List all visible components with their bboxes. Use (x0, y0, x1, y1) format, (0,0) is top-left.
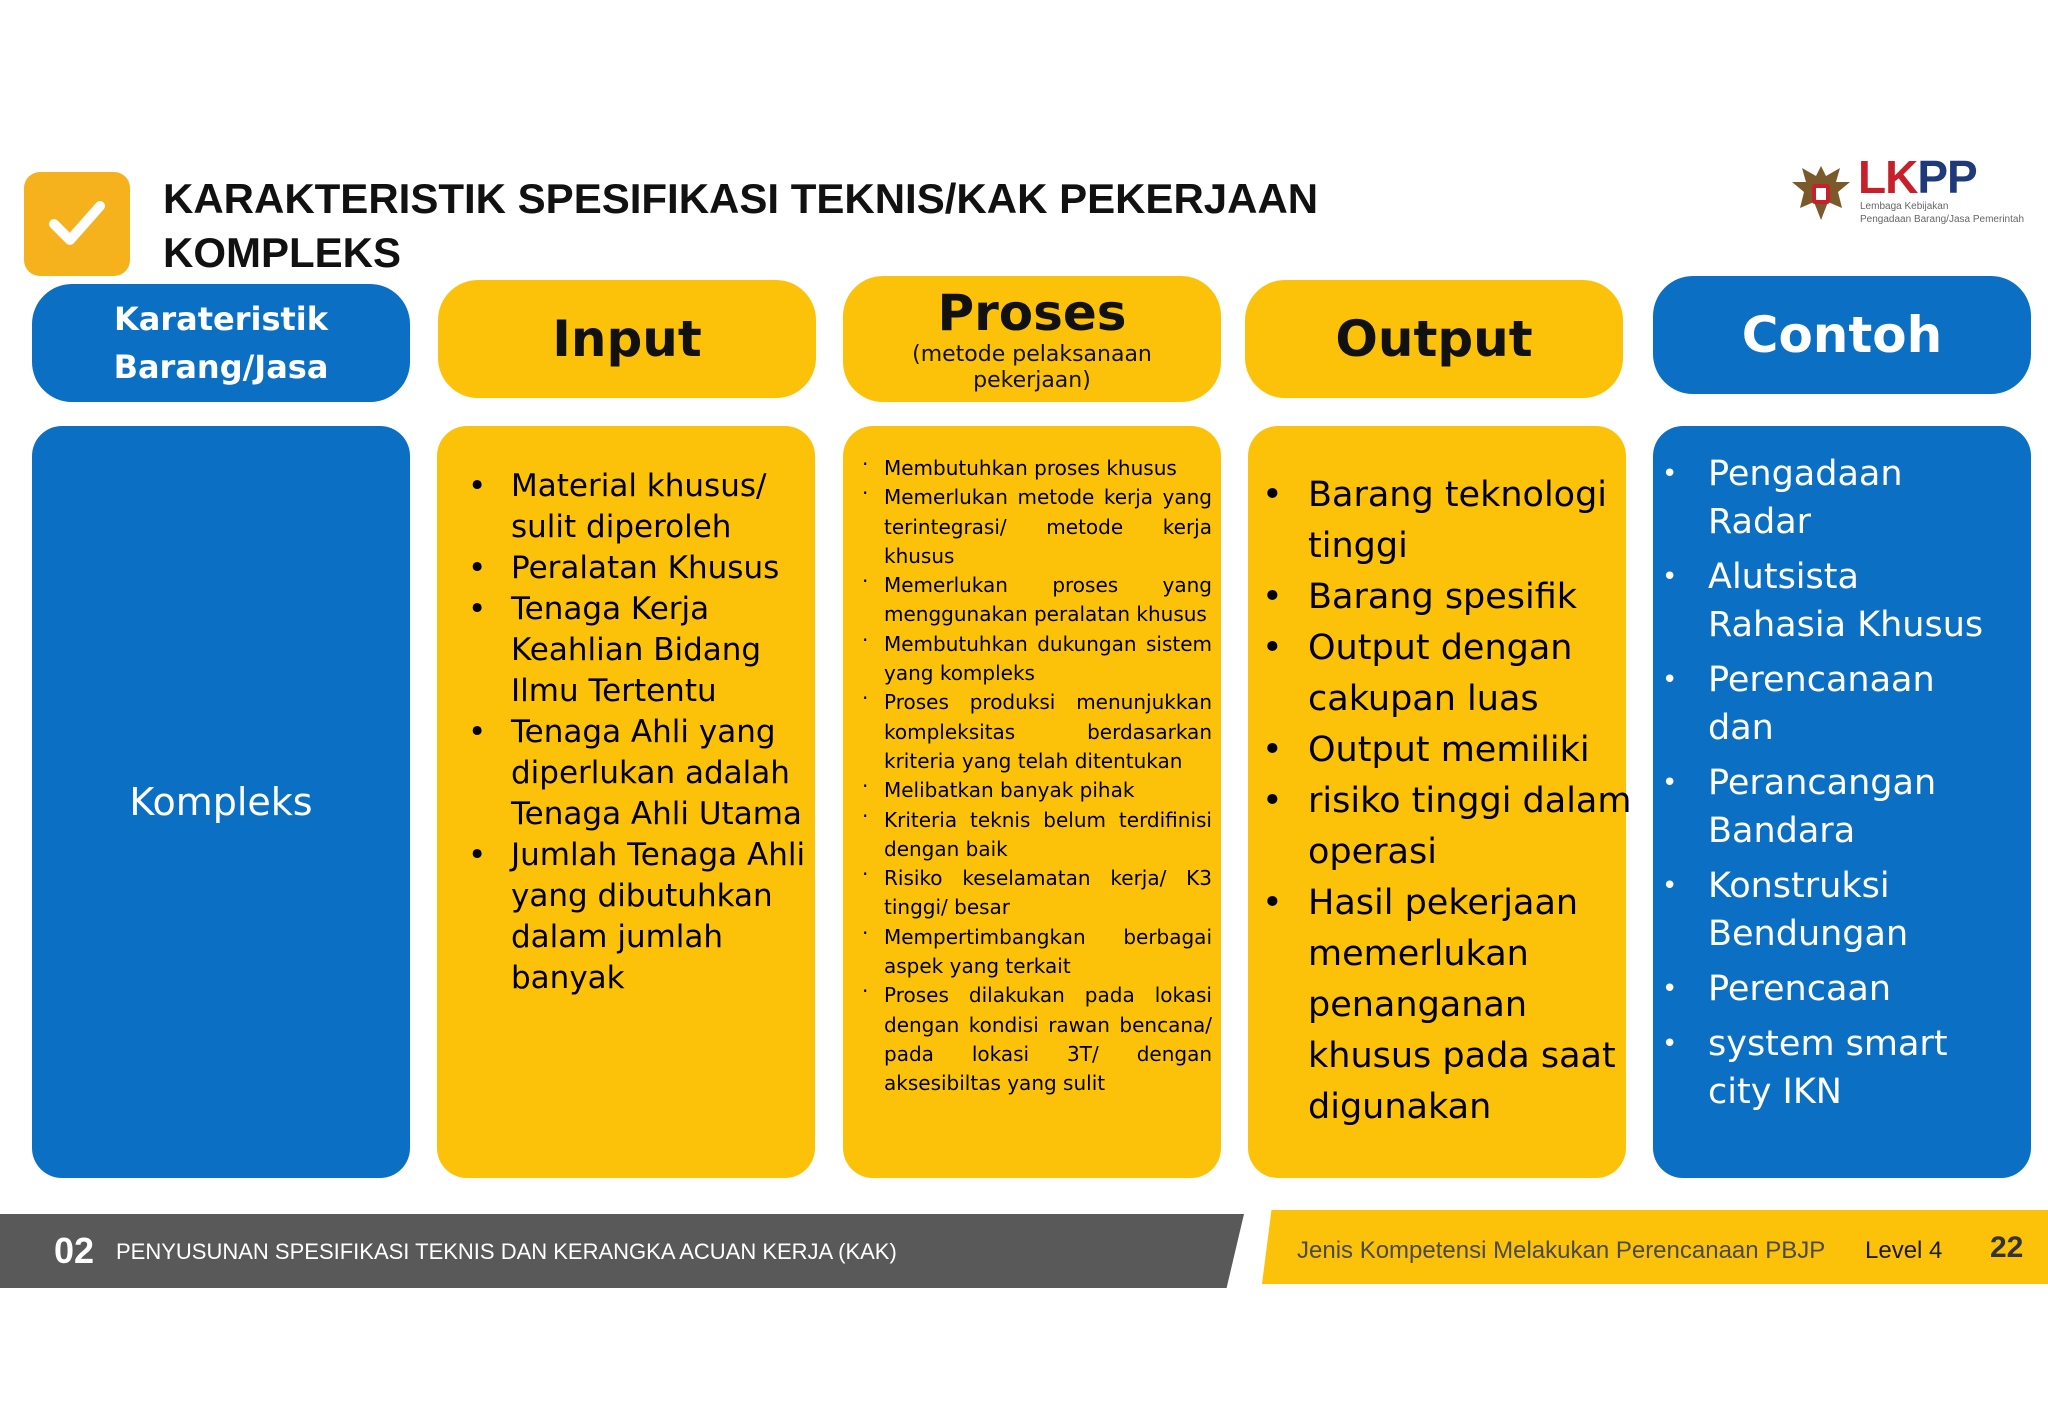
list-item: · Melibatkan banyak pihak (862, 776, 1212, 805)
lkpp-logo (1790, 150, 2040, 235)
list-item: · Memerlukan metode kerja yang terintegrasi/ metode kerja khusus (862, 483, 1212, 571)
karakteristik-value: Kompleks (129, 780, 313, 824)
header-karakteristik-label: Karateristik Barang/Jasa (113, 300, 329, 386)
input-list (468, 466, 828, 999)
list-item: • Pengadaan Radar (1662, 450, 2002, 546)
list-item: • Perencaan (1662, 965, 2002, 1013)
list-item: · Proses produksi menunjukkan kompleksitas berdasarkan kriteria yang telah ditentukan (862, 688, 1212, 776)
page-number: 22 (1990, 1231, 2024, 1264)
list-item: • Barang teknologi tinggi (1262, 470, 1632, 572)
list-item: • Jumlah Tenaga Ahli yang dibutuhkan dalam jumlah banyak (468, 835, 828, 999)
output-list (1262, 470, 1632, 1133)
list-item: · Memerlukan proses yang menggunakan peralatan khusus (862, 571, 1212, 630)
logo-wordmark: LKPP (1858, 151, 1977, 203)
header-karakteristik (32, 284, 410, 402)
list-item: • Perancangan Bandara (1662, 759, 2002, 855)
contoh-list (1662, 450, 2002, 1123)
header-proses (843, 276, 1221, 402)
list-item: • Hasil pekerjaan memerlukan penanganan khusus pada saat digunakan (1262, 878, 1632, 1133)
garuda-emblem-icon (1790, 158, 1852, 228)
proses-list (862, 454, 1212, 1099)
logo-subtitle: Lembaga Kebijakan Pengadaan Barang/Jasa Pemerintah (1860, 201, 2025, 225)
header-input-label: Input (552, 310, 702, 368)
footer-competency: Jenis Kompetensi Melakukan Perencanaan PBJP (1297, 1237, 1826, 1264)
list-item: • Tenaga Kerja Keahlian Bidang Ilmu Tertentu (468, 589, 828, 712)
list-item: · Kriteria teknis belum terdifinisi dengan baik (862, 806, 1212, 865)
header-proses-sublabel: (metode pelaksanaan pekerjaan) (912, 342, 1152, 393)
header-output-label: Output (1335, 310, 1533, 368)
list-item: • Output dengan cakupan luas (1262, 623, 1632, 725)
list-item: · Membutuhkan dukungan sistem yang kompleks (862, 630, 1212, 689)
page-title: KARAKTERISTIK SPESIFIKASI TEKNIS/KAK PEKERJAAN KOMPLEKS (163, 175, 1319, 276)
list-item: • system smart city IKN (1662, 1020, 2002, 1116)
header-input (438, 280, 816, 398)
list-item: • Konstruksi Bendungan (1662, 862, 2002, 958)
list-item: · Membutuhkan proses khusus (862, 454, 1212, 483)
header-proses-label: Proses (937, 284, 1127, 342)
list-item: • Alutsista Rahasia Khusus (1662, 553, 2002, 649)
footer-section-title: PENYUSUNAN SPESIFIKASI TEKNIS DAN KERANGKA ACUAN KERJA (KAK) (116, 1239, 897, 1264)
list-item: · Risiko keselamatan kerja/ K3 tinggi/ besar (862, 864, 1212, 923)
list-item: • risiko tinggi dalam operasi (1262, 776, 1632, 878)
list-item: • Material khusus/ sulit diperoleh (468, 466, 828, 548)
header-contoh-label: Contoh (1741, 306, 1943, 364)
list-item: • Barang spesifik (1262, 572, 1632, 623)
header-output (1245, 280, 1623, 398)
karakteristik-box (32, 426, 410, 1178)
list-item: • Perencanaan dan (1662, 656, 2002, 752)
list-item: • Output memiliki (1262, 725, 1632, 776)
footer-section-number: 02 (54, 1230, 95, 1271)
check-icon (48, 198, 106, 248)
header-contoh (1653, 276, 2031, 394)
check-badge (24, 172, 130, 276)
list-item: · Mempertimbangkan berbagai aspek yang terkait (862, 923, 1212, 982)
list-item: • Peralatan Khusus (468, 548, 828, 589)
list-item: • Tenaga Ahli yang diperlukan adalah Tenaga Ahli Utama (468, 712, 828, 835)
list-item: · Proses dilakukan pada lokasi dengan kondisi rawan bencana/ pada lokasi 3T/ dengan aksesibiltas yang sulit (862, 981, 1212, 1098)
footer-level: Level 4 (1865, 1237, 1943, 1264)
